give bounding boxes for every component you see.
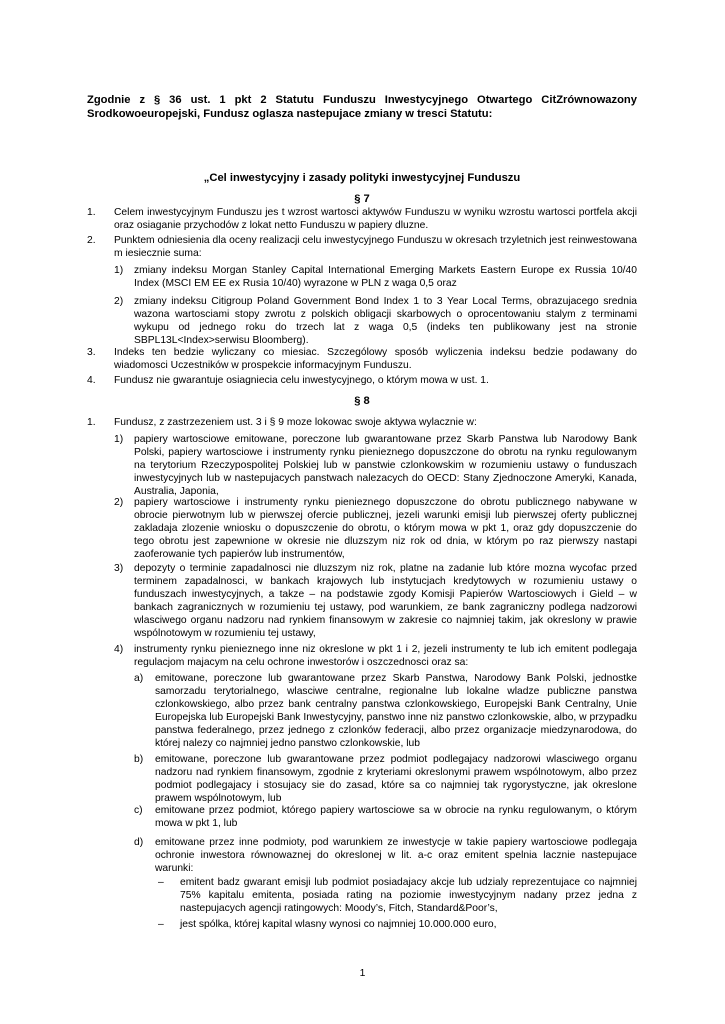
- paragraph-7-title: § 7: [354, 193, 370, 205]
- intro-paragraph: Zgodnie z § 36 ust. 1 pkt 2 Statutu Funduszu Inwestycyjnego Otwartego CitZrównowazony Srodkowoeuropejski, Fundusz oglasza nastepujace zmiany w tresci Statutu:: [87, 94, 637, 120]
- s7-p3-text: Indeks ten bedzie wyliczany co miesiac. Szczególowy sposób wyliczenia indeksu bedzie podawany do wiadomosci Uczestników w prospekcie informacyjnym Funduszu.: [114, 347, 637, 371]
- paragraph-8-title: § 8: [354, 395, 370, 407]
- s8-item4d-bullet2-text: jest spólka, której kapital wlasny wynosi co najmniej 10.000.000 euro,: [180, 919, 497, 930]
- section-title: „Cel inwestycyjny i zasady polityki inwestycyjnej Funduszu: [203, 172, 521, 184]
- s7-p3-number: 3.: [87, 347, 96, 358]
- s7-p2-item1-text: zmiany indeksu Morgan Stanley Capital International Emerging Markets Eastern Europe ex Russia 10/40 Index (MSCI EM EE ex Rusia 10/40) wyrazone w PLN z waga 0,5 oraz: [134, 265, 637, 289]
- s8-item3-text: depozyty o terminie zapadalnosci nie dluzszym niz rok, platne na zadanie lub które mozna wycofac przed terminem zapadalnosci, w bankach krajowych lub instytucjach kredytowych w rozumieniu ustawy o funduszach inwestycyjnych, a takze – na podstawie zgody Komisji Papierów Wartosciowych i Gield – w bankach zagranicznych w rozumieniu tej ustawy, pod warunkiem, ze bank zagraniczny podlega nadzorowi wlasciwego organu nadzoru nad rynkiem finansowym w zakresie co najmniej takim, jak okreslony w prawie wspólnotowym w rozumieniu tej ustawy,: [134, 563, 637, 639]
- s8-item4d-number: d): [134, 837, 144, 848]
- s8-item1-number: 1): [114, 434, 124, 445]
- s8-item4c-text: emitowane przez podmiot, którego papiery wartosciowe sa w obrocie na rynku regulowanym, o którym mowa w pkt 1, lub: [155, 805, 637, 829]
- s8-p1-number: 1.: [87, 417, 96, 428]
- s8-item4c-number: c): [134, 805, 143, 816]
- s8-item4a-number: a): [134, 673, 144, 684]
- s8-item2-text: papiery wartosciowe i instrumenty rynku pienieznego dopuszczone do obrotu publicznego nabywane w obrocie pierwotnym lub w pierwszej ofercie publicznej, jezeli warunki emisji lub pierwszej oferty publicznej zakladaja zlozenie wniosku o dopuszczenie do obrotu, o którym mowa w pkt 1, oraz gdy dopuszczenie do tego obrotu jest zapewnione w okresie nie dluzszym niz rok od dnia, w którym po raz pierwszy nastapi zaoferowanie tych papierów lub instrumentów,: [134, 497, 637, 560]
- s7-p2-text: Punktem odniesienia dla oceny realizacji celu inwestycyjnego Funduszu w okresach trzyletnich jest reinwestowana m iesiecznie suma:: [114, 235, 637, 259]
- s7-p2-number: 2.: [87, 235, 96, 246]
- s7-p1-number: 1.: [87, 207, 96, 218]
- s8-item4d-bullet1-text: emitent badz gwarant emisji lub podmiot posiadajacy akcje lub udzialy reprezentujace co najmniej 75% kapitalu emitenta, posiada rating na poziomie inwestycyjnym nadany przez jedna z nastepujacych agencji ratingowych: Moody’s, Fitch, Standard&Poor’s,: [180, 877, 637, 914]
- s8-item4a-text: emitowane, poreczone lub gwarantowane przez Skarb Panstwa, Narodowy Bank Polski, jednostke samorzadu terytorialnego, wlasciwe centralne, regionalne lub lokalne wladze publiczne panstwa czlonkowskiego, albo przez bank centralny panstwa czlonkowskiego, Europejski Bank Centralny, Unie Europejska lub Europejski Bank Inwestycyjny, panstwo inne niz panstwo czlonkowskie, albo, w przypadku panstwa federalnego, przez jednego z czlonków federacji, albo przez organizacje miedzynarodowa, do której nalezy co najmniej jedno panstwo czlonkowskie, lub: [155, 673, 637, 749]
- s7-p1-text: Celem inwestycyjnym Funduszu jes t wzrost wartosci aktywów Funduszu w wyniku wzrostu wartosci portfela akcji oraz osiaganie przychodów z lokat netto Funduszu w papiery dluzne.: [114, 207, 637, 231]
- s7-p2-item2-text: zmiany indeksu Citigroup Poland Government Bond Index 1 to 3 Year Local Terms, obrazujacego srednia wazona wartosciami stopy zwrotu z polskich obligacji skarbowych o oprocentowaniu stalym z terminami wykupu od jednego roku do trzech lat z waga 0,5 (indeks ten publikowany jest na stronie SBPL13L<Index>serwisu Bloomberg).: [134, 296, 637, 346]
- s8-item4d-text: emitowane przez inne podmioty, pod warunkiem ze inwestycje w takie papiery wartosciowe podlegaja ochronie inwestora równowaznej do okreslonej w lit. a-c oraz emitent spelnia lacznie nastepujace warunki:: [155, 837, 637, 874]
- s8-item4d-dash2: –: [158, 919, 164, 930]
- s8-p1-text: Fundusz, z zastrzezeniem ust. 3 i § 9 moze lokowac swoje aktywa wylacznie w:: [114, 417, 477, 428]
- s8-item4-number: 4): [114, 644, 124, 655]
- s8-item4b-number: b): [134, 754, 144, 765]
- s8-item4b-text: emitowane, poreczone lub gwarantowane przez podmiot podlegajacy nadzorowi wlasciwego organu nadzoru nad rynkiem finansowym, zgodnie z kryteriami okreslonymi prawem wspólnotowym, albo przez podmiot podlegajacy i stosujacy sie do zasad, które sa co najmniej tak rygorystyczne, jak okreslone prawem wspólnotowym, lub: [155, 754, 637, 804]
- s7-p2-item1-number: 1): [114, 265, 124, 276]
- s8-item4d-dash1: –: [158, 877, 164, 888]
- s7-p4-number: 4.: [87, 375, 96, 386]
- s7-p2-item2-number: 2): [114, 296, 124, 307]
- s7-p4-text: Fundusz nie gwarantuje osiagniecia celu inwestycyjnego, o którym mowa w ust. 1.: [114, 375, 489, 386]
- s8-item2-number: 2): [114, 497, 124, 508]
- page-number: 1: [359, 968, 366, 979]
- s8-item1-text: papiery wartosciowe emitowane, poreczone lub gwarantowane przez Skarb Panstwa lub Narodowy Bank Polski, papiery wartosciowe i instrumenty rynku pienieznego dopuszczone do obrotu na rynku regulowanym na terytorium Rzeczypospolitej Polskiej lub w panstwie czlonkowskim w rozumieniu ustawy o funduszach inwestycyjnych lub w nastepujacych panstwach nalezacych do OECD: Stany Zjednoczone Ameryki, Kanada, Australia, Japonia,: [134, 434, 637, 497]
- s8-item3-number: 3): [114, 563, 124, 574]
- s8-item4-text: instrumenty rynku pienieznego inne niz okreslone w pkt 1 i 2, jezeli instrumenty te lub ich emitent podlegaja regulacjom majacym na celu ochrone inwestorów i oszczednosci oraz sa:: [134, 644, 637, 668]
